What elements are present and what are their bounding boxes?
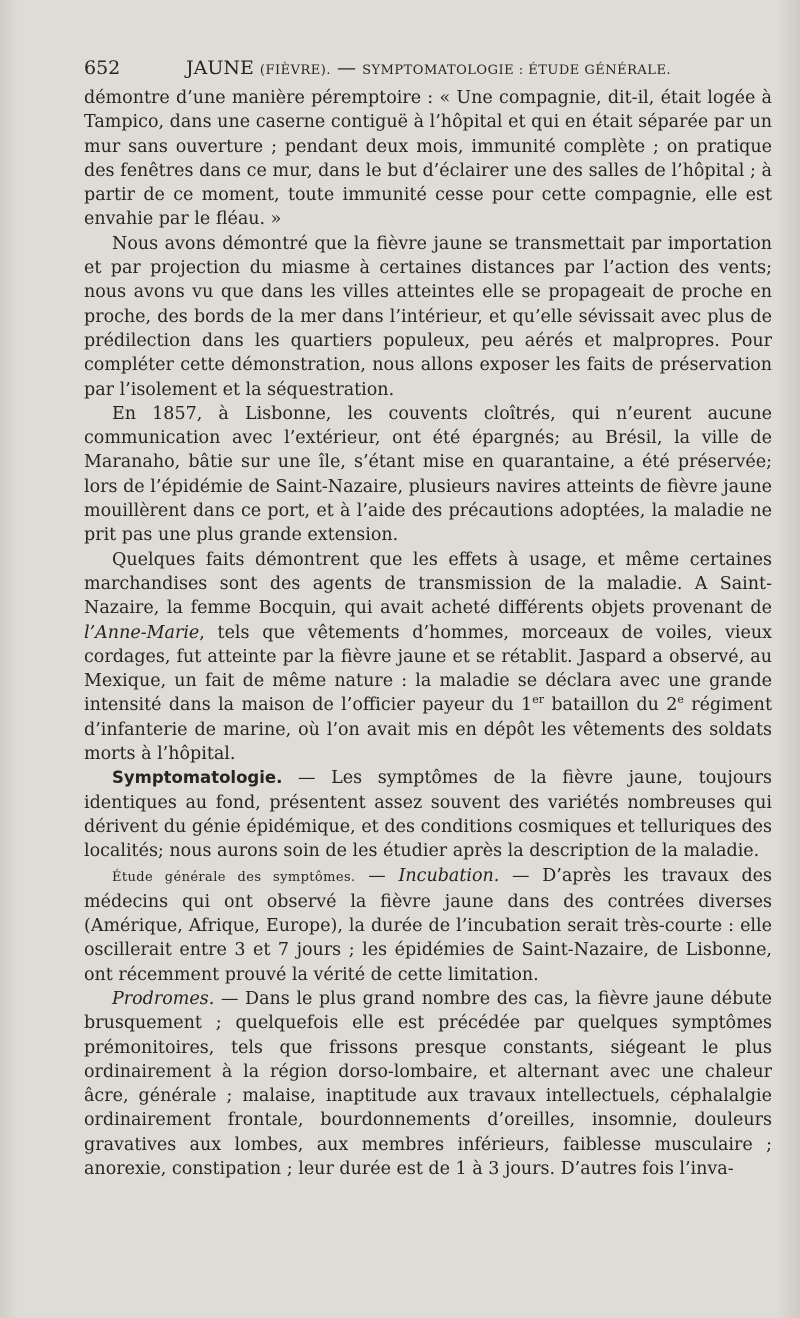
dash: — — [355, 865, 399, 886]
paragraph-text: bataillon du 2 — [543, 695, 678, 716]
paragraph-quote-tampico: démontre d’une manière péremptoire : « Une compagnie, dit-il, était logée à Tampico, dans une caserne contiguë à l’hôpital et qui en était séparée par un mur sans ouverture ; pendant deux mois, immunité complète ; on pratique des fenêtres dans ce mur, dans le but d’éclairer une des salles de l’hôpital ; à partir de ce moment, toute immunité cesse pour cette compagnie, elle est envahie par le fléau. » — [84, 88, 772, 230]
paragraph-text: , tels que vêtements d’hommes, morceaux de voiles, vieux cordages, fut atteinte par la fièvre jaune et se rétablit. Jaspard a observé, au Mexique, un fait de même nature : la maladie se déclara avec une grande intensité dans la maison de l’officier payeur du 1 — [84, 622, 772, 716]
section-heading: Symptomatologie. — [112, 768, 283, 788]
paragraph-incubation — [84, 864, 772, 987]
subheading-italic: Prodromes. — [112, 988, 215, 1009]
running-title-main: JAUNE — [186, 57, 254, 79]
running-title-paren: (FIÈVRE). — [259, 63, 331, 78]
paragraph-text: — Dans le plus grand nombre des cas, la fièvre jaune débute brusquement ; quelquefois elle est précédée par quelques symptômes prémonitoires, tels que frissons presque constants, siégeant le plus ordinairement à la région dorso-lombaire, et alternant avec une chaleur âcre, générale ; malaise, inaptitude aux travaux intellectuels, céphalalgie ordinairement frontale, bourdonnements d’oreilles, insomnie, douleurs gravatives aux lombes, aux membres inférieurs, faiblesse musculaire ; anorexie, constipation ; leur durée est de 1 à 3 jours. D’autres fois l’inva- — [84, 988, 772, 1180]
ordinal-superscript: er — [532, 693, 544, 707]
running-title — [186, 50, 671, 89]
running-title-section: SYMPTOMATOLOGIE : ÉTUDE GÉNÉRALE. — [362, 63, 672, 78]
paragraph-symptomatologie — [84, 766, 772, 863]
running-title-dash: — — [337, 57, 357, 79]
body-text — [84, 86, 772, 1181]
paragraph-transmission: Nous avons démontré que la fièvre jaune se transmettait par importation et par projection du miasme à certaines distances par l’action des vents; nous avons vu que dans les villes atteintes elle se propageait de proche en proche, des bords de la mer dans l’intérieur, et qu’elle sévissait avec plus de prédilection dans les quartiers populeux, peu aérés et malpropres. Pour compléter cette démonstration, nous allons exposer les faits de préservation par l’isolement et la séquestration. — [84, 233, 772, 400]
paragraph-text: Quelques faits démontrent que les effets à usage, et même certaines marchandises sont des agents de transmission de la maladie. A Saint-Nazaire, la femme Bocquin, qui avait acheté différents objets provenant de — [84, 549, 772, 619]
paragraph-text: régiment d’infanterie de marine, où l’on avait mis en dépôt les vêtements des soldats morts à l’hôpital. — [84, 695, 772, 765]
paragraph-effets-usage — [84, 548, 772, 767]
ordinal-superscript: e — [677, 693, 684, 707]
subsection-heading: Étude générale des symptômes. — [112, 869, 356, 885]
page-number: 652 — [84, 57, 121, 79]
paragraph-prodromes — [84, 987, 772, 1181]
ship-name: l’Anne-Marie — [84, 622, 200, 643]
paragraph-text: — D’après les travaux des médecins qui ont observé la fièvre jaune dans des contrées diverses (Amérique, Afrique, Europe), la durée de l’incubation serait très-courte : elle oscillerait entre 3 et 7 jours ; les épidémies de Saint-Nazaire, de Lisbonne, ont récemment prouvé la vérité de cette limitation. — [84, 865, 772, 985]
paragraph-lisbonne: En 1857, à Lisbonne, les couvents cloîtrés, qui n’eurent aucune communication avec l’extérieur, ont été épargnés; au Brésil, la ville de Maranaho, bâtie sur une île, s’étant mise en quarantaine, a été préservée; lors de l’épidémie de Saint-Nazaire, plusieurs navires atteints de fièvre jaune mouillèrent dans ce port, et à l’aide des précautions adoptées, la maladie ne prit pas une plus grande extension. — [84, 403, 772, 546]
paragraph-text: — Les symptômes de la fièvre jaune, toujours identiques au fond, présentent assez souvent des variétés nombreuses qui dérivent du génie épidémique, et des conditions cosmiques et telluriques des localités; nous aurons soin de les étudier après la description de la maladie. — [84, 768, 772, 862]
subheading-italic: Incubation. — [398, 865, 500, 886]
running-head — [84, 50, 772, 86]
